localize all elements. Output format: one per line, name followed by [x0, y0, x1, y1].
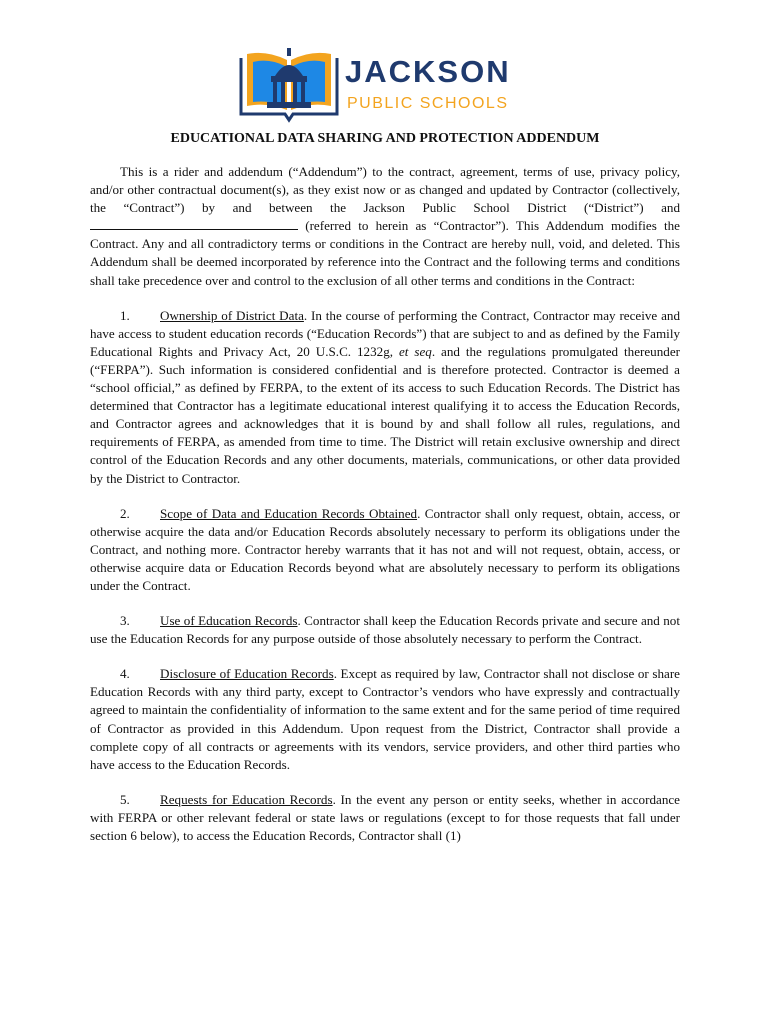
section-4: [90, 665, 680, 774]
section-text: . Except as required by law, Contractor shall not disclose or share Education Records with any third party, except to Contractor’s vendors who have expressly and contractually agreed to maintain the confidentiality of information to the same extent and for the same period of time required of Contractor as provided in this Addendum. Upon request from the District, Contractor shall provide a complete copy of all contracts or agreements with its vendors, service providers, and other third parties who have access to the Education Records.: [90, 666, 680, 772]
section-heading: Disclosure of Education Records: [160, 666, 334, 682]
section-1: [90, 307, 680, 488]
intro-part2: (referred to herein as “Contractor”). This Addendum modifies the Contract. Any and all contradictory terms or conditions in the Contract are hereby null, void, and deleted. This Addendum shall be deemed incorporated by reference into the Contract and the following terms and conditions shall take precedence over and control to the exclusion of all other terms and conditions in the Contract:: [90, 218, 680, 288]
intro-paragraph: [90, 163, 680, 290]
section-heading: Scope of Data and Education Records Obtained: [160, 505, 418, 521]
intro-part1: This is a rider and addendum (“Addendum”) to the contract, agreement, terms of use, privacy policy, and/or other contractual document(s), as they exist now or as changed and updated by Contractor (collectively, the “Contract”) by and between the Jackson Public School District (“District”) and: [90, 164, 680, 216]
section-5: [90, 791, 680, 845]
section-heading: Ownership of District Data: [160, 307, 304, 323]
logo-name: JACKSON: [345, 54, 511, 89]
section-number: 2.: [120, 505, 130, 521]
section-number: 1.: [120, 307, 130, 323]
section-text-b: . and the regulations promulgated thereunder (“FERPA”). Such information is considered confidential and is therefore protected. Contractor is deemed a “school official,” as defined by FERPA, to the extent of its access to such Education Records. The District has determined that Contractor has a legitimate educational interest qualifying it to access the Education Records, and Contractor agrees and acknowledges that it is bound by and shall follow all rules, regulations, and requirements of FERPA, as amended from time to time. The District will retain exclusive ownership and direct control of the Education Records and any other documents, materials, communications, or other data provided by the District to Contractor.: [90, 343, 680, 486]
section-text: . Contractor shall keep the Education Records private and secure and not use the Education Records for any purpose outside of those absolutely necessary to perform the Contract.: [90, 613, 680, 647]
section-2: [90, 505, 680, 595]
section-text-a: . In the course of performing the Contract, Contractor may receive and have access to student education records (“Education Records”) that are subject to and as defined by the Family Educational Rights and Privacy Act, 20 U.S.C. 1232g,: [90, 307, 680, 359]
logo-subtitle: PUBLIC SCHOOLS: [347, 95, 509, 112]
section-heading: Use of Education Records: [160, 613, 298, 629]
section-number: 5.: [120, 791, 130, 807]
section-number: 4.: [120, 666, 130, 682]
book-capitol-icon: [239, 46, 339, 124]
section-text: . In the event any person or entity seeks, whether in accordance with FERPA or other relevant federal or state laws or regulations (except to for those requests that fall under section 6 below), to access the Education Records, Contractor shall (1): [90, 791, 680, 843]
document-body: [90, 163, 680, 862]
jackson-public-schools-logo: [239, 46, 539, 124]
section-heading: Requests for Education Records: [160, 791, 333, 807]
contractor-name-blank[interactable]: [90, 217, 298, 230]
section-3: [90, 612, 680, 648]
section-italic: et seq: [398, 343, 432, 359]
document-title: EDUCATIONAL DATA SHARING AND PROTECTION ADDENDUM: [170, 131, 600, 146]
section-number: 3.: [120, 613, 130, 629]
section-text: . Contractor shall only request, obtain, access, or otherwise acquire the data and/or Education Records absolutely necessary to perform its obligations under the Contract, and nothing more. Contractor hereby warrants that it has not and will not request, obtain, access, or otherwise acquire data or Education Records beyond what are absolutely necessary to perform its obligations under the Contract.: [90, 505, 680, 593]
